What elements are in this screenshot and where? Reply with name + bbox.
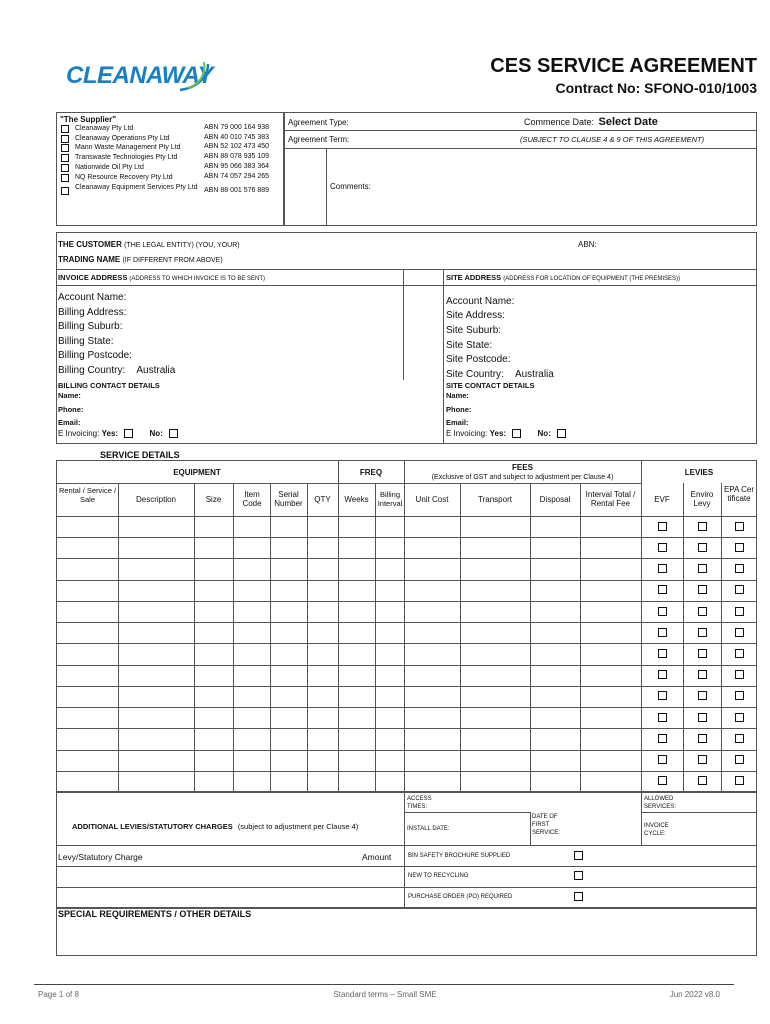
evf-checkbox[interactable] (658, 713, 667, 722)
invoice-country: Billing Country: Australia (58, 365, 176, 376)
billing-einvoice-no-checkbox[interactable] (169, 429, 178, 438)
new-recycling-label: NEW TO RECYCLING (408, 873, 469, 879)
table-row-divider (56, 643, 757, 644)
enviro-levy-checkbox[interactable] (698, 734, 707, 743)
evf-checkbox[interactable] (658, 691, 667, 700)
page-title: CES SERVICE AGREEMENT (490, 55, 757, 77)
cleanaway-logo (66, 58, 216, 94)
invoice-field-label: Billing State: (58, 336, 114, 347)
footer-version: Jun 2022 v8.0 (669, 990, 720, 999)
site-field-label: Site Postcode: (446, 354, 511, 365)
supplier-name: Cleanaway Pty Ltd (75, 125, 134, 132)
epa-certificate-checkbox[interactable] (735, 755, 744, 764)
supplier-checkbox[interactable] (61, 164, 69, 172)
logo-text: CLEANAWAY (66, 62, 214, 89)
evf-checkbox[interactable] (658, 543, 667, 552)
invoice-address-heading: INVOICE ADDRESS (ADDRESS TO WHICH INVOICE IS TO BE SENT) (58, 273, 265, 282)
evf-checkbox[interactable] (658, 607, 667, 616)
logo-swoosh-icon (174, 58, 214, 94)
table-row-divider (56, 728, 757, 729)
site-country: Site Country: Australia (446, 369, 554, 380)
col-interval-total: Interval Total / Rental Fee (585, 490, 636, 508)
site-field-label: Site Suburb: (446, 325, 502, 336)
comments-label: Comments: (330, 182, 371, 191)
site-field-label: Site Address: (446, 310, 505, 321)
po-required-label: PURCHASE ORDER (PO) REQUIRED (408, 894, 513, 900)
evf-checkbox[interactable] (658, 670, 667, 679)
epa-certificate-checkbox[interactable] (735, 734, 744, 743)
enviro-levy-checkbox[interactable] (698, 713, 707, 722)
site-field-label: Account Name: (446, 296, 515, 307)
customer-label: THE CUSTOMER (THE LEGAL ENTITY) (YOU, YOUR) (58, 240, 240, 249)
enviro-levy-checkbox[interactable] (698, 564, 707, 573)
table-row-divider (56, 601, 757, 602)
enviro-levy-checkbox[interactable] (698, 543, 707, 552)
customer-abn-label: ABN: (578, 240, 597, 249)
supplier-checkbox[interactable] (61, 144, 69, 152)
levy-statutory-label: Levy/Statutory Charge (58, 852, 143, 862)
site-email-label: Email: (446, 418, 469, 427)
site-einvoice-yes-checkbox[interactable] (512, 429, 521, 438)
access-times-label: ACCESS TIMES: (407, 796, 432, 810)
site-einvoice-no-checkbox[interactable] (557, 429, 566, 438)
col-weeks: Weeks (344, 495, 369, 504)
supplier-checkbox[interactable] (61, 174, 69, 182)
supplier-name: Transwaste Technologies Pty Ltd (75, 154, 178, 161)
service-table (56, 460, 757, 792)
supplier-abn: ABN 88 078 935 109 (204, 153, 269, 160)
freq-group-header: FREQ (359, 468, 383, 477)
table-row-divider (56, 771, 757, 772)
equipment-group-header: EQUIPMENT (173, 468, 221, 477)
supplier-name: NQ Resource Recovery Pty Ltd (75, 174, 173, 181)
invoice-field-label: Billing Suburb: (58, 321, 123, 332)
col-billing-interval: Billing Interval (377, 490, 403, 508)
supplier-abn: ABN 88 001 576 889 (204, 187, 269, 194)
supplier-abn: ABN 74 057 294 265 (204, 173, 269, 180)
col-size: Size (205, 495, 222, 504)
evf-checkbox[interactable] (658, 649, 667, 658)
comments-field[interactable] (380, 150, 754, 222)
enviro-levy-checkbox[interactable] (698, 607, 707, 616)
evf-checkbox[interactable] (658, 564, 667, 573)
supplier-abn: ABN 95 066 383 364 (204, 163, 269, 170)
site-field-label: Site State: (446, 340, 493, 351)
enviro-levy-checkbox[interactable] (698, 649, 707, 658)
install-date-label: INSTALL DATE: (407, 826, 450, 832)
epa-certificate-checkbox[interactable] (735, 649, 744, 658)
contract-number: Contract No: SFONO-010/1003 (555, 80, 757, 96)
date-first-service-label: DATE OF FIRST SERVICE: (532, 814, 560, 836)
col-unit-cost: Unit Cost (415, 495, 449, 504)
invoice-field-label: Billing Address: (58, 307, 127, 318)
enviro-levy-checkbox[interactable] (698, 522, 707, 531)
epa-certificate-checkbox[interactable] (735, 713, 744, 722)
evf-checkbox[interactable] (658, 755, 667, 764)
col-description: Description (135, 495, 176, 504)
trading-name-label: TRADING NAME (IF DIFFERENT FROM ABOVE) (58, 255, 223, 264)
col-item-code: Item Code (242, 490, 262, 508)
epa-certificate-checkbox[interactable] (735, 607, 744, 616)
table-row-divider (56, 537, 757, 538)
table-row-divider (56, 558, 757, 559)
epa-certificate-checkbox[interactable] (735, 564, 744, 573)
supplier-name: Cleanaway Operations Pty Ltd (75, 135, 170, 142)
invoice-field-label: Billing Postcode: (58, 350, 132, 361)
commence-date-label (524, 116, 658, 128)
agreement-term-label: Agreement Term: (288, 135, 350, 144)
supplier-heading: "The Supplier" (60, 115, 117, 124)
epa-certificate-checkbox[interactable] (735, 585, 744, 594)
evf-checkbox[interactable] (658, 734, 667, 743)
bin-safety-checkbox[interactable] (574, 851, 583, 860)
epa-certificate-checkbox[interactable] (735, 543, 744, 552)
fees-group-note: (Exclusive of GST and subject to adjustment per Clause 4) (431, 474, 614, 481)
supplier-abn: ABN 79 000 164 938 (204, 124, 269, 131)
table-row-divider (56, 707, 757, 708)
evf-checkbox[interactable] (658, 585, 667, 594)
invoice-cycle-label: INVOICE CYCLE: (644, 823, 669, 837)
table-row-divider (56, 750, 757, 751)
billing-einvoice-yes-checkbox[interactable] (124, 429, 133, 438)
col-evf: EVF (654, 495, 670, 504)
levies-group-header: LEVIES (684, 468, 714, 477)
epa-certificate-checkbox[interactable] (735, 628, 744, 637)
clause-note: (SUBJECT TO CLAUSE 4 & 9 OF THIS AGREEMENT) (520, 135, 705, 144)
new-recycling-checkbox[interactable] (574, 871, 583, 880)
site-name-label: Name: (446, 391, 469, 400)
bin-safety-label: BIN SAFETY BROCHURE SUPPLIED (408, 853, 511, 859)
col-transport: Transport (478, 495, 512, 504)
amount-label: Amount (362, 852, 392, 862)
table-row-divider (56, 580, 757, 581)
billing-phone-label: Phone: (58, 405, 84, 414)
col-serial-number: Serial Number (274, 490, 303, 508)
billing-name-label: Name: (58, 391, 81, 400)
service-details-heading: SERVICE DETAILS (100, 450, 180, 460)
epa-certificate-checkbox[interactable] (735, 776, 744, 785)
evf-checkbox[interactable] (658, 776, 667, 785)
epa-certificate-checkbox[interactable] (735, 670, 744, 679)
supplier-checkbox[interactable] (61, 135, 69, 143)
footer-terms: Standard terms – Small SME (333, 990, 437, 999)
enviro-levy-checkbox[interactable] (698, 691, 707, 700)
site-einvoicing: E Invoicing: Yes: No: (446, 429, 566, 438)
supplier-checkbox[interactable] (61, 187, 69, 195)
fees-group-header: FEES (512, 463, 533, 472)
supplier-checkbox[interactable] (61, 125, 69, 133)
footer-page: Page 1 of 8 (38, 990, 79, 999)
allowed-services-label: ALLOWED SERVICES: (644, 796, 676, 810)
col-enviro-levy: Enviro Levy (690, 490, 714, 508)
site-contact-heading: SITE CONTACT DETAILS (446, 381, 535, 390)
supplier-name: Cleanaway Equipment Services Pty Ltd (75, 184, 198, 191)
epa-certificate-checkbox[interactable] (735, 522, 744, 531)
invoice-field-label: Account Name: (58, 292, 127, 303)
enviro-levy-checkbox[interactable] (698, 755, 707, 764)
billing-contact-heading: BILLING CONTACT DETAILS (58, 381, 160, 390)
table-row-divider (56, 622, 757, 623)
po-required-checkbox[interactable] (574, 892, 583, 901)
supplier-abn: ABN 40 010 745 383 (204, 134, 269, 141)
col-disposal: Disposal (539, 495, 571, 504)
table-row-divider (56, 686, 757, 687)
col-epa-certificate: EPA Certificate (723, 485, 755, 503)
site-address-heading: SITE ADDRESS (ADDRESS FOR LOCATION OF EQUIPMENT (THE PREMISES)) (446, 273, 681, 282)
supplier-name: Nationwide Oil Pty Ltd (75, 164, 144, 171)
enviro-levy-checkbox[interactable] (698, 628, 707, 637)
enviro-levy-checkbox[interactable] (698, 670, 707, 679)
enviro-levy-checkbox[interactable] (698, 585, 707, 594)
supplier-checkbox[interactable] (61, 154, 69, 162)
evf-checkbox[interactable] (658, 628, 667, 637)
enviro-levy-checkbox[interactable] (698, 776, 707, 785)
special-requirements-heading: SPECIAL REQUIREMENTS / OTHER DETAILS (58, 909, 252, 919)
col-qty: QTY (314, 495, 331, 504)
billing-email-label: Email: (58, 418, 81, 427)
epa-certificate-checkbox[interactable] (735, 691, 744, 700)
supplier-abn: ABN 52 102 473 450 (204, 143, 269, 150)
commence-date-select[interactable]: Select Date (598, 116, 658, 128)
col-rental: Rental / Service / Sale (58, 486, 117, 504)
site-phone-label: Phone: (446, 405, 472, 414)
evf-checkbox[interactable] (658, 522, 667, 531)
commence-date-text: Commence Date: (524, 117, 595, 127)
additional-levies-label: ADDITIONAL LEVIES/STATUTORY CHARGES (subject to adjustment per Clause 4) (72, 822, 359, 831)
billing-einvoicing: E Invoicing: Yes: No: (58, 429, 178, 438)
agreement-type-label: Agreement Type: (288, 118, 349, 127)
table-row-divider (56, 665, 757, 666)
supplier-name: Mann Waste Management Pty Ltd (75, 144, 181, 151)
